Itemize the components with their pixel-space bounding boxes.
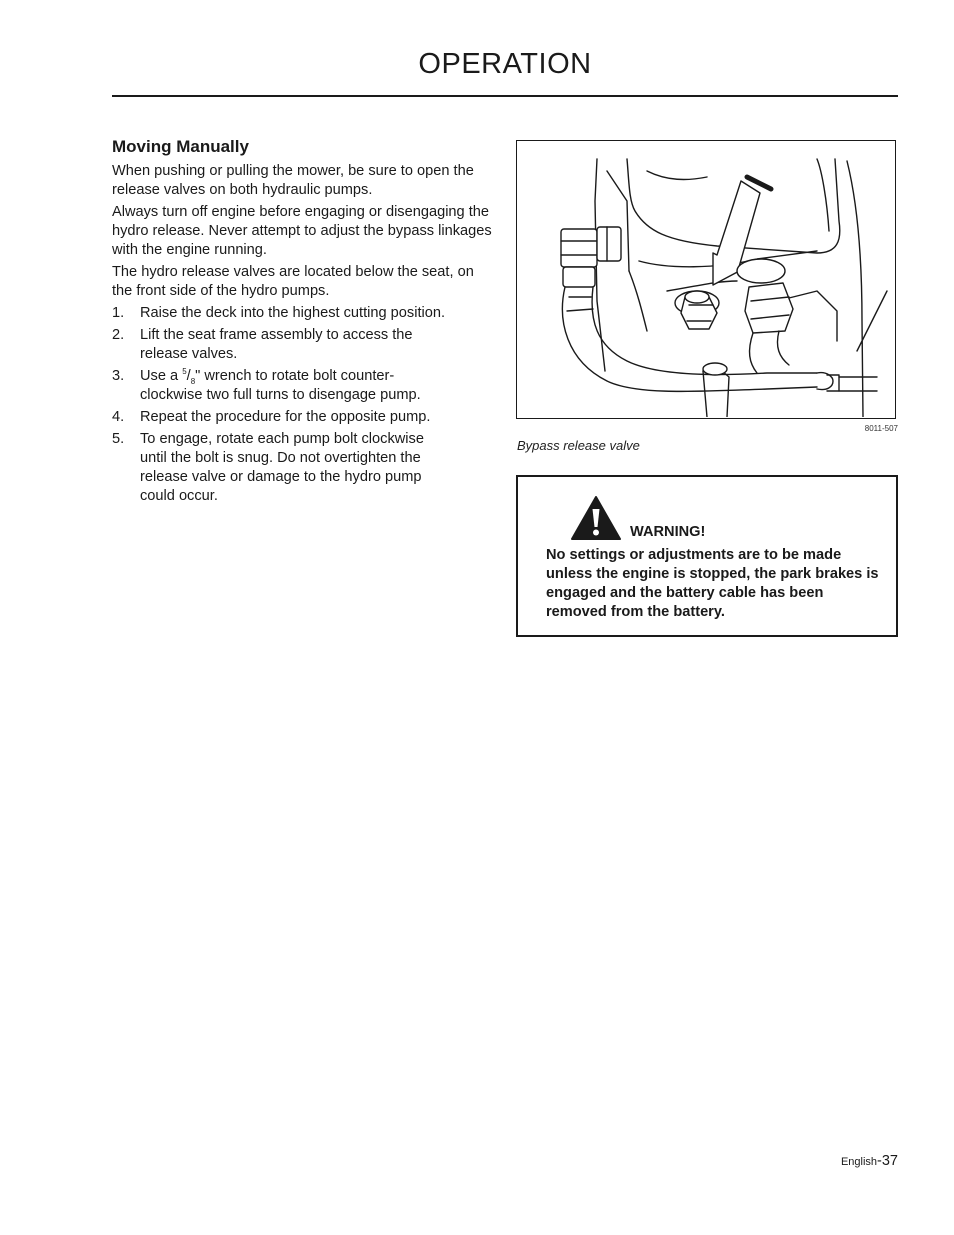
step-number: 4. <box>112 409 125 425</box>
warning-triangle-icon <box>570 495 622 541</box>
step-text-post: " wrench to rotate bolt counter-clockwise two full turns to disengage pump. <box>140 368 421 403</box>
step-text-pre: Use a <box>140 368 183 384</box>
warning-title: WARNING! <box>630 524 706 540</box>
bypass-valve-illustration <box>516 140 896 419</box>
list-item <box>112 430 492 506</box>
step-number: 3. <box>112 368 125 384</box>
fraction-denominator: 8 <box>190 376 196 386</box>
figure-caption: Bypass release valve <box>517 438 640 453</box>
list-item <box>112 304 492 323</box>
step-text: Lift the seat frame assembly to access the release valves. <box>140 327 413 362</box>
step-number: 1. <box>112 305 125 321</box>
figure-code: 8011-507 <box>864 424 898 433</box>
step-text: Repeat the procedure for the opposite pump. <box>140 409 431 425</box>
page-number: -37 <box>877 1153 898 1169</box>
step-number: 5. <box>112 431 125 447</box>
valve-line-drawing <box>517 141 894 417</box>
moving-manually-section <box>112 137 492 509</box>
fraction-slash: / <box>186 368 191 384</box>
step-number: 2. <box>112 327 125 343</box>
warning-box <box>516 475 898 637</box>
list-item <box>112 326 492 364</box>
section-heading: Moving Manually <box>112 137 249 156</box>
step-text: To engage, rotate each pump bolt clockwise until the bolt is snug. Do not overtighten the release valve or damage to the hydro pump could occur. <box>140 431 424 504</box>
list-item <box>112 408 492 427</box>
list-item <box>112 367 492 405</box>
steps-list <box>112 304 492 506</box>
paragraph: When pushing or pulling the mower, be sure to open the release valves on both hydraulic pumps. <box>112 163 474 198</box>
paragraph: The hydro release valves are located below the seat, on the front side of the hydro pumps. <box>112 264 474 299</box>
step-text <box>140 367 492 405</box>
header-rule <box>112 95 898 97</box>
fraction-numerator: 5 <box>182 367 187 377</box>
footer-language: English <box>840 1156 878 1168</box>
page-title: OPERATION <box>418 48 592 80</box>
warning-text: No settings or adjustments are to be made unless the engine is stopped, the park brakes is engaged and the battery cable has been removed from the battery. <box>546 547 879 620</box>
step-text: Raise the deck into the highest cutting position. <box>140 305 446 321</box>
page-footer <box>841 1153 898 1169</box>
paragraph: Always turn off engine before engaging or disengaging the hydro release. Never attempt to adjust the bypass linkages with the engine running. <box>112 204 492 258</box>
